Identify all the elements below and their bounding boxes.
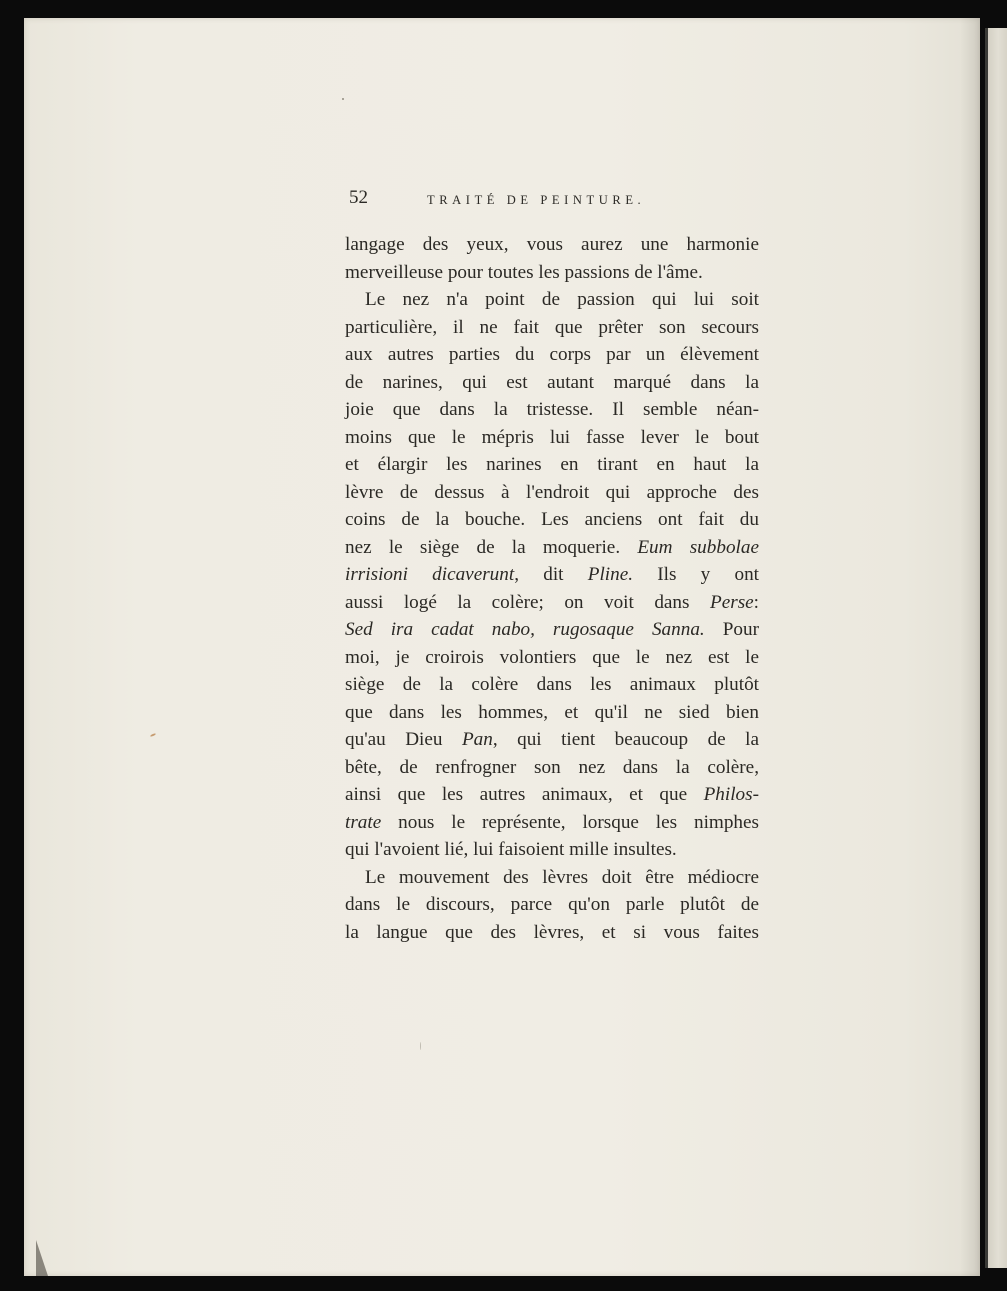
page-number: 52 <box>349 187 368 208</box>
text-line: ainsi que les autres animaux, et que Philos- <box>345 784 759 805</box>
text-line: qui l'avoient lié, lui faisoient mille insultes. <box>345 839 677 860</box>
running-head <box>345 187 759 217</box>
text-line: coins de la bouche. Les anciens ont fait du <box>345 509 759 530</box>
latin-quote: Sed ira cadat nabo, rugosaque Sanna. <box>345 619 705 640</box>
binding-shadow <box>960 18 980 1276</box>
text-line: trate nous le représente, lorsque les nimphes <box>345 811 760 833</box>
adjacent-page-edge <box>985 28 1007 1268</box>
paper-speck <box>420 1042 421 1050</box>
text-line: langage des yeux, vous aurez une harmonie <box>345 234 759 255</box>
author-name: Philos- <box>703 784 759 805</box>
text-line: lèvre de dessus à l'endroit qui approche des <box>345 481 759 503</box>
deity-name: Pan <box>461 729 493 750</box>
text-line: Sed ira cadat nabo, rugosaque Sanna. Pour <box>345 619 759 640</box>
author-name: Pline. <box>587 564 634 585</box>
text-line: bête, de renfrogner son nez dans la colère, <box>345 756 759 778</box>
text-line: nez le siège de la moquerie. Eum subbolae <box>345 536 759 558</box>
text-line: et élargir les narines en tirant en haut la <box>345 454 759 475</box>
text-line: qu'au Dieu Pan, qui tient beaucoup de la <box>345 729 759 750</box>
paper-speck <box>150 733 156 737</box>
text-line: la langue que des lèvres, et si vous faites <box>345 921 759 943</box>
running-title: TRAITÉ DE PEINTURE. <box>427 193 646 207</box>
text-line: que dans les hommes, et qu'il ne sied bien <box>345 701 759 723</box>
text-line: particulière, il ne fait que prêter son secours <box>345 316 759 338</box>
page-corner-fold <box>36 1240 48 1276</box>
latin-quote: irrisioni dicaverunt <box>345 564 515 585</box>
author-name: Perse <box>709 591 754 613</box>
text-line: aux autres parties du corps par un élèvement <box>345 344 759 365</box>
text-line: moins que le mépris lui fasse lever le bout <box>345 426 759 448</box>
paper-speck <box>342 98 344 100</box>
body-text <box>345 231 759 946</box>
text-block <box>345 187 760 943</box>
text-line: joie que dans la tristesse. Il semble néan- <box>345 399 759 420</box>
text-line: moi, je croirois volontiers que le nez est le <box>345 646 759 668</box>
text-line: aussi logé la colère; on voit dans Perse: <box>345 591 760 613</box>
latin-quote: Eum subbolae <box>637 536 759 558</box>
text-line: merveilleuse pour toutes les passions de l'âme. <box>345 261 703 283</box>
text-line: irrisioni dicaverunt, dit Pline. Ils y ont <box>345 564 760 585</box>
paragraph-start-line: Le mouvement des lèvres doit être médiocre <box>365 866 759 888</box>
text-line: siège de la colère dans les animaux plutôt <box>345 674 759 695</box>
text-line: dans le discours, parce qu'on parle plutôt de <box>345 894 759 915</box>
paragraph-start-line: Le nez n'a point de passion qui lui soit <box>365 289 759 310</box>
author-name: trate <box>345 811 382 833</box>
text-line: de narines, qui est autant marqué dans la <box>345 371 759 393</box>
